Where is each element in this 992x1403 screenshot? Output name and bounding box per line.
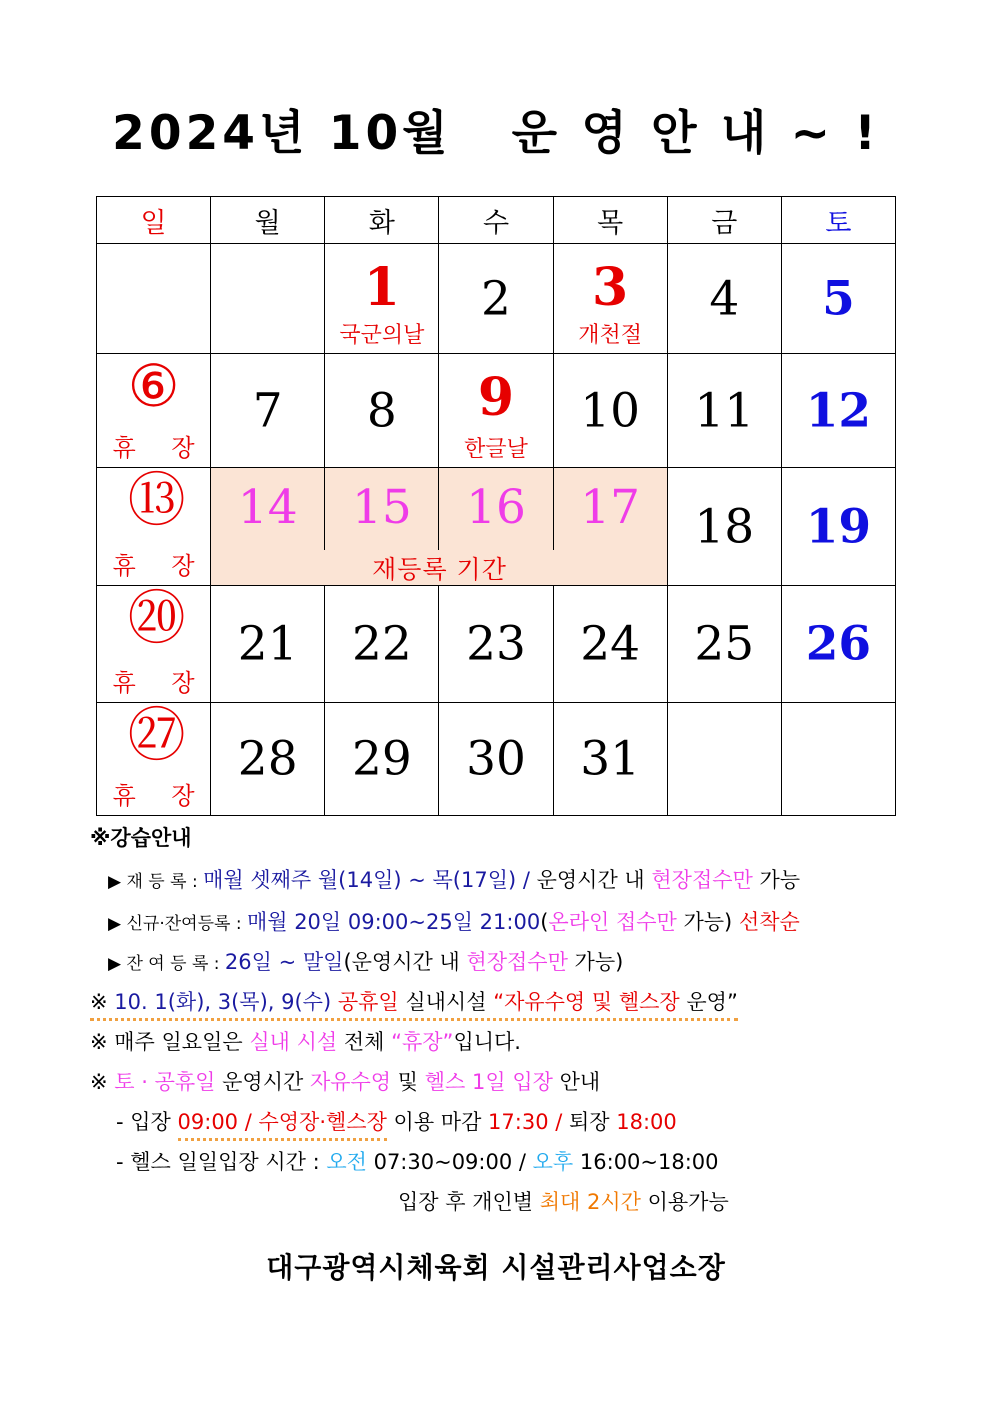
note-highlight: 온라인 접수만	[548, 910, 677, 934]
day-cell-6	[97, 354, 211, 467]
note-text: 16:00~18:00	[573, 1150, 719, 1174]
day-cell-22	[325, 586, 439, 702]
day-number: 28	[237, 731, 298, 787]
day-number: 23	[466, 616, 526, 672]
note-label: ▶ 잔 여 등 록 :	[108, 954, 225, 974]
circled-day-number: ㉗	[127, 700, 186, 769]
note-highlight: 실내 시설	[249, 1030, 338, 1054]
weekday-fri: 금	[667, 197, 781, 244]
weekday-thu: 목	[553, 197, 667, 244]
day-cell-19	[781, 467, 895, 585]
closed-label: 휴 장	[112, 433, 209, 462]
week-row-4	[97, 586, 896, 702]
day-cell-10	[553, 354, 667, 467]
note-text: 및	[391, 1070, 425, 1094]
day-number: 14	[237, 479, 298, 535]
note-value: 26일 ~ 말일	[224, 950, 344, 974]
note-weekend-hours	[90, 1066, 600, 1096]
day-cell-3	[553, 244, 667, 354]
weekday-tue: 화	[325, 197, 439, 244]
note-highlight: 17:30 /	[488, 1110, 569, 1134]
day-number: 8	[366, 383, 397, 439]
day-number: 10	[580, 383, 641, 439]
title-year-month: 2024년 10월	[112, 106, 452, 161]
day-number: 1	[363, 257, 400, 319]
closed-label: 휴 장	[112, 668, 209, 697]
note-text: 실내시설	[398, 990, 494, 1014]
note-text: (	[540, 910, 549, 934]
day-number: 12	[805, 383, 872, 439]
calendar-table	[96, 196, 896, 816]
note-text: 가능	[752, 868, 801, 892]
day-cell-1	[325, 244, 439, 354]
note-highlight: 최대 2시간	[539, 1190, 641, 1214]
day-number: 9	[477, 367, 515, 429]
day-cell-2	[439, 244, 553, 354]
day-cell-empty	[211, 244, 325, 354]
note-text: 전체	[337, 1030, 392, 1054]
day-number: 4	[709, 271, 740, 327]
day-number: 16	[466, 479, 526, 535]
issuer-footer: 대구광역시체육회 시설관리사업소장	[266, 1251, 726, 1284]
day-cell-12	[781, 354, 895, 467]
day-cell-13	[97, 467, 211, 585]
note-text: 07:30~09:00 /	[366, 1150, 533, 1174]
note-dates: 10. 1(화), 3(목), 9(수)	[114, 990, 338, 1014]
weekday-sun: 일	[97, 197, 211, 244]
day-cell-21	[211, 586, 325, 702]
holiday-label: 한글날	[464, 436, 528, 462]
day-cell-24	[553, 586, 667, 702]
day-cell-20	[97, 586, 211, 702]
note-text: 이용가능	[640, 1190, 729, 1214]
note-gym-hours	[116, 1146, 719, 1176]
day-cell-empty	[667, 702, 781, 815]
day-number: 3	[592, 257, 629, 319]
day-number: 15	[351, 479, 412, 535]
day-number: 31	[580, 731, 641, 787]
note-remaining-register	[108, 946, 623, 976]
note-text: 퇴장	[568, 1110, 617, 1134]
day-number: 26	[805, 616, 872, 672]
note-mark: ※	[90, 1070, 115, 1094]
note-text: 입니다.	[453, 1030, 521, 1054]
note-am: 오전	[326, 1150, 367, 1174]
day-cell-25	[667, 586, 781, 702]
day-number: 21	[237, 616, 298, 672]
day-number: 2	[481, 271, 511, 327]
note-text: 안내	[552, 1070, 601, 1094]
note-highlight: 18:00	[616, 1110, 677, 1134]
day-number: 25	[694, 616, 755, 672]
day-cell-4	[667, 244, 781, 354]
note-text: 가능)	[676, 910, 739, 934]
day-cell-7	[211, 354, 325, 467]
day-cell-8	[325, 354, 439, 467]
circled-day-number: ⑥	[127, 352, 180, 421]
note-label: ▶ 신규·잔여등록 :	[108, 914, 247, 934]
day-cell-empty	[781, 702, 895, 815]
note-pm: 오후	[532, 1150, 574, 1174]
note-text: 이용 마감	[386, 1110, 489, 1134]
day-number: 18	[694, 499, 755, 555]
note-max-usage	[398, 1186, 729, 1216]
day-cell-18	[667, 467, 781, 585]
note-text: - 헬스 일일입장 시간 :	[116, 1150, 327, 1174]
note-value: 매월 20일 09:00~25일 21:00	[246, 910, 541, 934]
note-text: 가능)	[567, 950, 624, 974]
day-cell-5	[781, 244, 895, 354]
day-cell-28	[211, 702, 325, 815]
day-number: 22	[351, 616, 412, 672]
day-number: 7	[252, 383, 283, 439]
note-highlight: 공휴일	[337, 990, 399, 1014]
notes-heading: ※강습안내	[90, 826, 192, 850]
circled-day-number: ⑬	[127, 465, 186, 534]
holiday-label: 개천절	[578, 323, 643, 349]
day-cell-empty	[97, 244, 211, 354]
note-text: ※ 매주 일요일은	[90, 1030, 250, 1054]
title-main: 운 영 안 내 ~ !	[511, 106, 880, 161]
note-text: 운영시간	[215, 1070, 310, 1094]
day-number: 19	[805, 499, 872, 555]
week-row-1	[97, 244, 896, 354]
day-cell-9	[439, 354, 553, 467]
note-reregister	[108, 864, 800, 894]
note-entry-times	[116, 1106, 677, 1136]
note-highlight: 토 · 공휴일	[114, 1070, 216, 1094]
day-number: 30	[466, 731, 526, 787]
note-text: 운영시간 내	[536, 868, 652, 892]
weekday-wed: 수	[439, 197, 553, 244]
note-highlight: “휴장”	[391, 1030, 454, 1054]
day-number: 17	[580, 479, 641, 535]
page-title	[0, 96, 992, 163]
day-number: 5	[822, 271, 855, 327]
circled-day-number: ⑳	[127, 584, 186, 653]
closed-label: 휴 장	[112, 552, 209, 581]
weekday-mon: 월	[211, 197, 325, 244]
note-text: 운영”	[679, 990, 738, 1014]
note-public-holiday	[90, 986, 738, 1016]
note-value: 매월 셋째주 월(14일) ~ 목(17일) /	[203, 868, 537, 892]
note-label: ▶ 재 등 록 :	[108, 872, 204, 892]
weekday-sat: 토	[781, 197, 895, 244]
note-highlight: 09:00 / 수영장·헬스장	[178, 1110, 387, 1141]
note-text: 입장 후 개인별	[398, 1190, 540, 1214]
note-highlight: 현장접수만	[466, 950, 568, 974]
holiday-label: 국군의날	[339, 323, 425, 349]
note-sunday-closed	[90, 1026, 521, 1056]
note-text: (운영시간 내	[343, 950, 467, 974]
weekday-header-row	[97, 197, 896, 244]
day-number: 24	[580, 616, 641, 672]
note-highlight: 자유수영	[309, 1070, 392, 1094]
day-cell-29	[325, 702, 439, 815]
day-cell-11	[667, 354, 781, 467]
week-row-2	[97, 354, 896, 467]
closed-label: 휴 장	[112, 782, 209, 810]
day-cell-31	[553, 702, 667, 815]
day-number: 11	[694, 383, 755, 439]
day-cell-23	[439, 586, 553, 702]
day-cell-27	[97, 702, 211, 815]
note-new-register	[108, 906, 800, 936]
rereg-period-label: 재등록 기간	[372, 555, 507, 584]
note-text: - 입장	[116, 1110, 178, 1134]
week-row-5	[97, 702, 896, 815]
note-mark: ※	[90, 990, 115, 1014]
day-cell-30	[439, 702, 553, 815]
note-highlight: “자유수영 및 헬스장	[493, 990, 680, 1014]
day-number: 29	[351, 731, 412, 787]
note-highlight: 현장접수만	[651, 868, 753, 892]
note-first-come: 선착순	[738, 910, 800, 934]
note-highlight: 헬스 1일 입장	[424, 1070, 553, 1094]
day-cell-26	[781, 586, 895, 702]
